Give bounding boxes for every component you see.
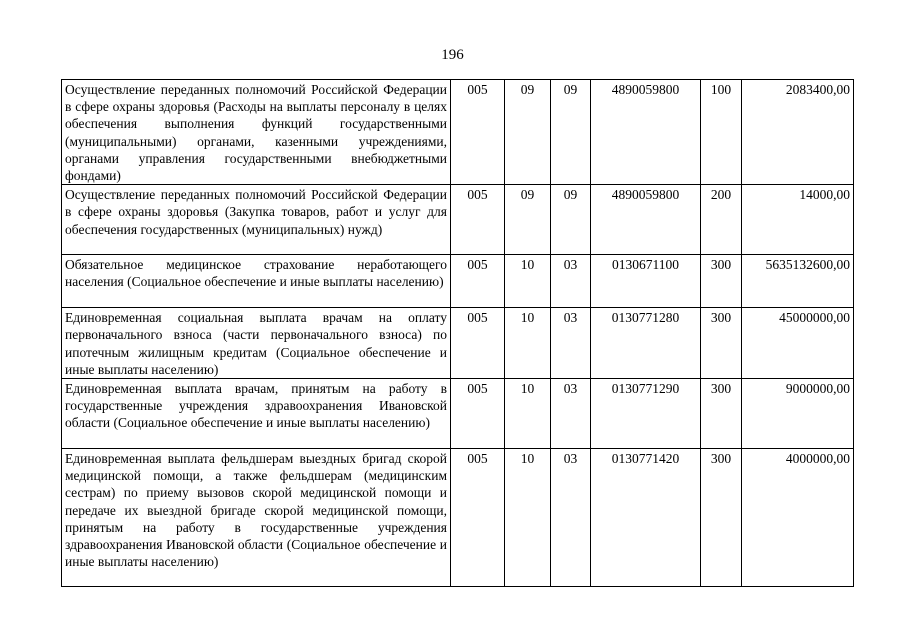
row-description: Осуществление переданных полномочий Российской Федерации в сфере охраны здоровья (Закупка товаров, работ и услуг для обеспечения государственных (муниципальных) нужд)	[62, 185, 451, 255]
row-target-article-code: 0130671100	[591, 255, 701, 308]
row-description: Осуществление переданных полномочий Российской Федерации в сфере охраны здоровья (Расходы на выплаты персоналу в целях обеспечения выполнения функций государственными (муниципальными) органами, казенными учреждениями, органами управления государственными внебюджетными фондами)	[62, 80, 451, 185]
budget-table	[61, 79, 854, 587]
row-ved-code: 005	[451, 255, 505, 308]
row-target-article-code: 0130771420	[591, 449, 701, 587]
row-expense-type-code: 300	[701, 308, 742, 379]
row-description: Обязательное медицинское страхование неработающего населения (Социальное обеспечение и иные выплаты населению)	[62, 255, 451, 308]
table-row	[62, 185, 854, 255]
row-ved-code: 005	[451, 80, 505, 185]
row-target-article-code: 0130771280	[591, 308, 701, 379]
row-subsection-code: 09	[551, 185, 591, 255]
table-row	[62, 449, 854, 587]
row-expense-type-code: 200	[701, 185, 742, 255]
row-amount: 14000,00	[742, 185, 854, 255]
row-subsection-code: 09	[551, 80, 591, 185]
row-target-article-code: 0130771290	[591, 379, 701, 449]
row-section-code: 10	[505, 379, 551, 449]
row-amount: 9000000,00	[742, 379, 854, 449]
row-ved-code: 005	[451, 449, 505, 587]
row-subsection-code: 03	[551, 379, 591, 449]
row-subsection-code: 03	[551, 308, 591, 379]
row-ved-code: 005	[451, 379, 505, 449]
row-expense-type-code: 300	[701, 255, 742, 308]
row-target-article-code: 4890059800	[591, 185, 701, 255]
table-row	[62, 80, 854, 185]
row-section-code: 10	[505, 308, 551, 379]
row-section-code: 09	[505, 185, 551, 255]
row-ved-code: 005	[451, 185, 505, 255]
table-row	[62, 379, 854, 449]
table-row	[62, 308, 854, 379]
row-amount: 5635132600,00	[742, 255, 854, 308]
row-target-article-code: 4890059800	[591, 80, 701, 185]
row-ved-code: 005	[451, 308, 505, 379]
row-section-code: 10	[505, 449, 551, 587]
row-subsection-code: 03	[551, 255, 591, 308]
row-description: Единовременная социальная выплата врачам на оплату первоначального взноса (части первоначального взноса) по ипотечным жилищным кредитам (Социальное обеспечение и иные выплаты населению)	[62, 308, 451, 379]
row-subsection-code: 03	[551, 449, 591, 587]
row-amount: 4000000,00	[742, 449, 854, 587]
row-description: Единовременная выплата врачам, принятым на работу в государственные учреждения здравоохранения Ивановской области (Социальное обеспечение и иные выплаты населению)	[62, 379, 451, 449]
page-number: 196	[441, 47, 464, 63]
row-description: Единовременная выплата фельдшерам выездных бригад скорой медицинской помощи, а также фельдшерам (медицинским сестрам) по приему вызовов скорой медицинской помощи и передаче их выездной бригаде скорой медицинской помощи, принятым на работу в государственные учреждения здравоохранения Ивановской области (Социальное обеспечение и иные выплаты населению)	[62, 449, 451, 587]
row-amount: 45000000,00	[742, 308, 854, 379]
row-expense-type-code: 300	[701, 449, 742, 587]
row-expense-type-code: 100	[701, 80, 742, 185]
table-row	[62, 255, 854, 308]
row-expense-type-code: 300	[701, 379, 742, 449]
row-section-code: 10	[505, 255, 551, 308]
row-section-code: 09	[505, 80, 551, 185]
row-amount: 2083400,00	[742, 80, 854, 185]
